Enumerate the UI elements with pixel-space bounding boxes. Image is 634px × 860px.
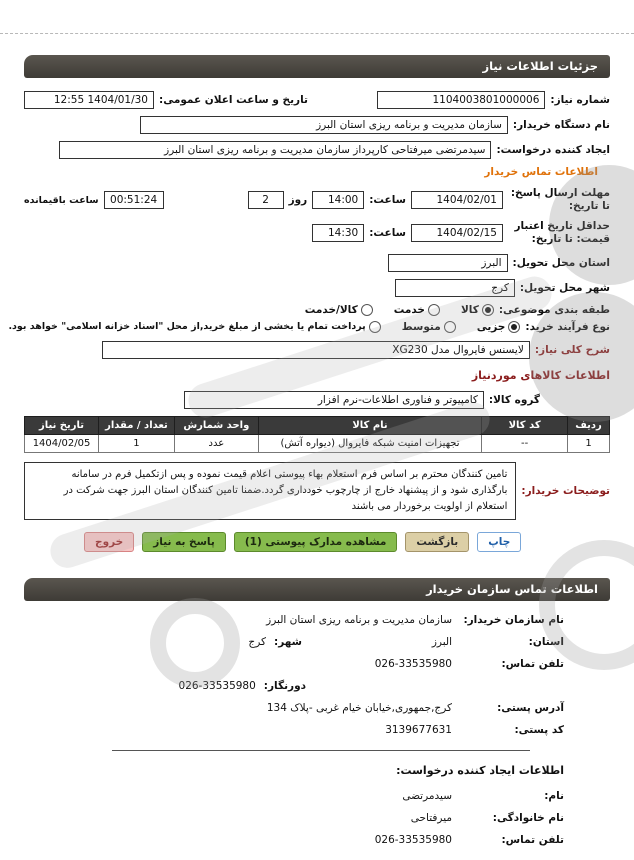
org-name-value: سازمان مدیریت و برنامه ریزی استان البرز [266,613,452,626]
radio-dot [372,324,378,330]
cell-goods-name: تجهیزات امنیت شبکه فایروال (دیواره آتش) [258,434,481,452]
row-org-name [44,614,564,626]
postal-address-label: آدرس پستی: [497,701,564,714]
row-delivery-city [24,279,610,297]
validity-time-field[interactable]: 14:30 [312,224,364,242]
section-divider [112,750,530,751]
row-buyer-notes [24,462,610,520]
goods-group-label: گروه کالا: [488,393,540,406]
cell-row-number: 1 [568,434,610,452]
medium-radio[interactable] [444,321,456,333]
row-first-name [44,790,564,802]
creator-phone-value: 026-33535980 [374,833,452,846]
row-price-validity [24,220,610,246]
goods-section-title: اطلاعات کالاهای موردنیاز [471,368,610,382]
remaining-time-group [24,191,164,209]
section-header-buyer-contact-title: اطلاعات تماس سازمان خریدار [426,581,598,596]
cell-goods-code: -- [482,434,568,452]
validity-date-field[interactable]: 1404/02/15 [411,224,503,242]
delivery-city-label: شهر محل تحویل: [519,281,610,294]
row-postal-code [44,724,564,736]
row-contact-phone [44,658,564,670]
last-name-label: نام خانوادگی: [492,811,564,824]
creator-phone-label: تلفن تماس: [501,833,564,846]
row-response-deadline [24,187,610,213]
classification-option-goods-service [305,304,373,316]
contact-fax-value: 026-33535980 [178,679,256,692]
cell-unit: عدد [174,434,258,452]
city-value: کرج [248,635,266,648]
radio-dot [447,324,453,330]
minor-option-label: جزیی [476,320,506,333]
col-header-unit: واحد شمارش [174,416,258,434]
remaining-time-field: 00:51:24 [104,191,164,209]
radio-dot [364,307,370,313]
respond-to-need-button[interactable]: پاسخ به نیاز [142,532,226,552]
deadline-time-field[interactable]: 14:00 [312,191,364,209]
announce-datetime-group [24,91,308,109]
price-validity-label: حداقل تاریخ اعتبار قیمت: تا تاریخ: [514,220,610,246]
treasury-note: پرداخت تمام یا بخشی از مبلغ خرید,از محل "اسناد خزانه اسلامی" خواهد بود. [8,321,366,332]
goods-table-header-row [25,416,610,434]
announce-datetime-field[interactable]: 1404/01/30 12:55 [24,91,154,109]
buyer-notes-field[interactable]: تامین کنندگان محترم بر اساس فرم استعلام بهاء پیوستی اعلام قیمت نموده و پس ازتکمیل فرم در سامانه بارگذاری شود و از پیشنهاد خارج از چارچوب خودداری گردد.ضمنا تامین کنندگان استان البرز جهت شرکت در استعلام از اولویت برخوردار می باشند [24,462,516,520]
classification-option-service [394,304,440,316]
col-header-row-number: ردیف [568,416,610,434]
request-creator-label: ایجاد کننده درخواست: [496,144,610,156]
delivery-province-field[interactable]: البرز [388,254,508,272]
action-buttons [24,532,610,552]
creator-section-title: اطلاعات ایجاد کننده درخواست: [396,763,564,777]
remaining-days-label: روز [288,194,308,207]
service-option-label: خدمت [393,303,425,316]
row-general-description [24,341,610,359]
exit-button[interactable]: خروج [84,532,134,552]
postal-address-value: کرج,جمهوری,خیابان خیام غربی -پلاک 134 [266,701,452,714]
buyer-contact-link[interactable]: اطلاعات تماس خریدار [484,166,598,178]
goods-option-label: کالا [460,303,479,316]
goods-table [24,416,610,453]
announce-datetime-label: تاریخ و ساعت اعلان عمومی: [159,94,308,106]
subject-classification-label: طبقه بندی موضوعی: [498,303,610,316]
row-purchase-process-type [8,320,610,333]
row-buyer-org [24,116,610,134]
row-postal-address [44,702,564,714]
need-number-label: شماره نیاز: [550,94,610,106]
minor-radio[interactable] [508,321,520,333]
treasury-option [8,321,380,333]
section-header-details [24,55,610,78]
col-header-goods-name: نام کالا [258,416,481,434]
row-province-city [44,636,564,648]
section-header-buyer-contact [24,578,610,601]
last-name-value: میرفتاحی [410,811,452,824]
province-label: استان: [528,635,564,648]
goods-table-row [25,434,610,452]
col-header-need-date: تاریخ نیاز [25,416,99,434]
medium-option-label: متوسط [401,320,441,333]
section-header-details-title: جزئیات اطلاعات نیاز [482,59,598,73]
need-details-form [8,78,610,552]
row-subject-classification [24,304,610,316]
remaining-days-field[interactable]: 2 [248,191,284,209]
row-buyer-contact-link [24,166,610,178]
main-content [0,55,634,846]
general-description-field[interactable]: لایسنس فایروال مدل XG230 [102,341,530,359]
print-button[interactable]: چاپ [477,532,521,552]
radio-dot [485,307,491,313]
postal-code-label: کد پستی: [514,723,564,736]
row-goods-group [24,391,540,409]
treasury-radio[interactable] [369,321,381,333]
row-creator-phone [44,834,564,846]
goods-service-radio[interactable] [361,304,373,316]
province-value: البرز [431,635,452,648]
contact-phone-value: 026-33535980 [374,657,452,670]
city-label: شهر: [274,635,302,648]
contact-phone-label: تلفن تماس: [501,657,564,670]
delivery-city-field[interactable]: کرج [395,279,515,297]
buyer-org-label: نام دستگاه خریدار: [512,119,610,131]
deadline-hour-label: ساعت: [369,194,406,207]
goods-radio[interactable] [482,304,494,316]
col-header-quantity: تعداد / مقدار [99,416,175,434]
row-delivery-province [24,254,610,272]
remaining-time-label: ساعت باقیمانده [24,194,99,206]
cell-quantity: 1 [99,434,175,452]
radio-dot [511,324,517,330]
buyer-org-field[interactable]: سازمان مدیریت و برنامه ریزی استان البرز [140,116,508,134]
row-request-creator [24,141,610,159]
col-header-goods-code: کد کالا [482,416,568,434]
deadline-date-field[interactable]: 1404/02/01 [411,191,503,209]
first-name-label: نام: [544,789,564,802]
validity-hour-label: ساعت: [369,227,406,240]
top-strip [0,0,634,34]
classification-option-goods [461,304,494,316]
row-need-number [24,91,610,109]
goods-service-option-label: کالا/خدمت [304,303,358,316]
purchase-process-type-label: نوع فرآیند خرید: [525,320,610,333]
service-radio[interactable] [428,304,440,316]
buyer-contact-section [24,601,610,736]
process-option-medium [402,321,456,333]
row-last-name [44,812,564,824]
contact-fax-label: دورنگار: [263,679,306,692]
view-attached-docs-button[interactable]: مشاهده مدارک پیوستی (1) [234,532,398,552]
buyer-notes-label: توضیحات خریدار: [521,484,610,497]
delivery-province-label: استان محل تحویل: [512,256,610,269]
response-deadline-label: مهلت ارسال پاسخ: تا تاریخ: [510,187,610,213]
general-description-label: شرح کلی نیاز: [534,343,610,356]
cell-need-date: 1404/02/05 [25,434,99,452]
process-option-minor [477,321,521,333]
back-button[interactable]: بازگشت [405,532,469,552]
org-name-label: نام سازمان خریدار: [463,613,564,626]
creator-info-section [24,790,610,846]
request-creator-field[interactable]: سیدمرتضی میرفتاحی کارپرداز سازمان مدیریت و برنامه ریزی استان البرز [59,141,491,159]
row-contact-fax [44,680,564,692]
goods-group-field[interactable]: کامپیوتر و فناوری اطلاعات-نرم افزار [184,391,484,409]
need-number-field[interactable]: 1104003801000006 [377,91,545,109]
radio-dot [431,307,437,313]
postal-code-value: 3139677631 [385,723,452,736]
first-name-value: سیدمرتضی [402,789,452,802]
